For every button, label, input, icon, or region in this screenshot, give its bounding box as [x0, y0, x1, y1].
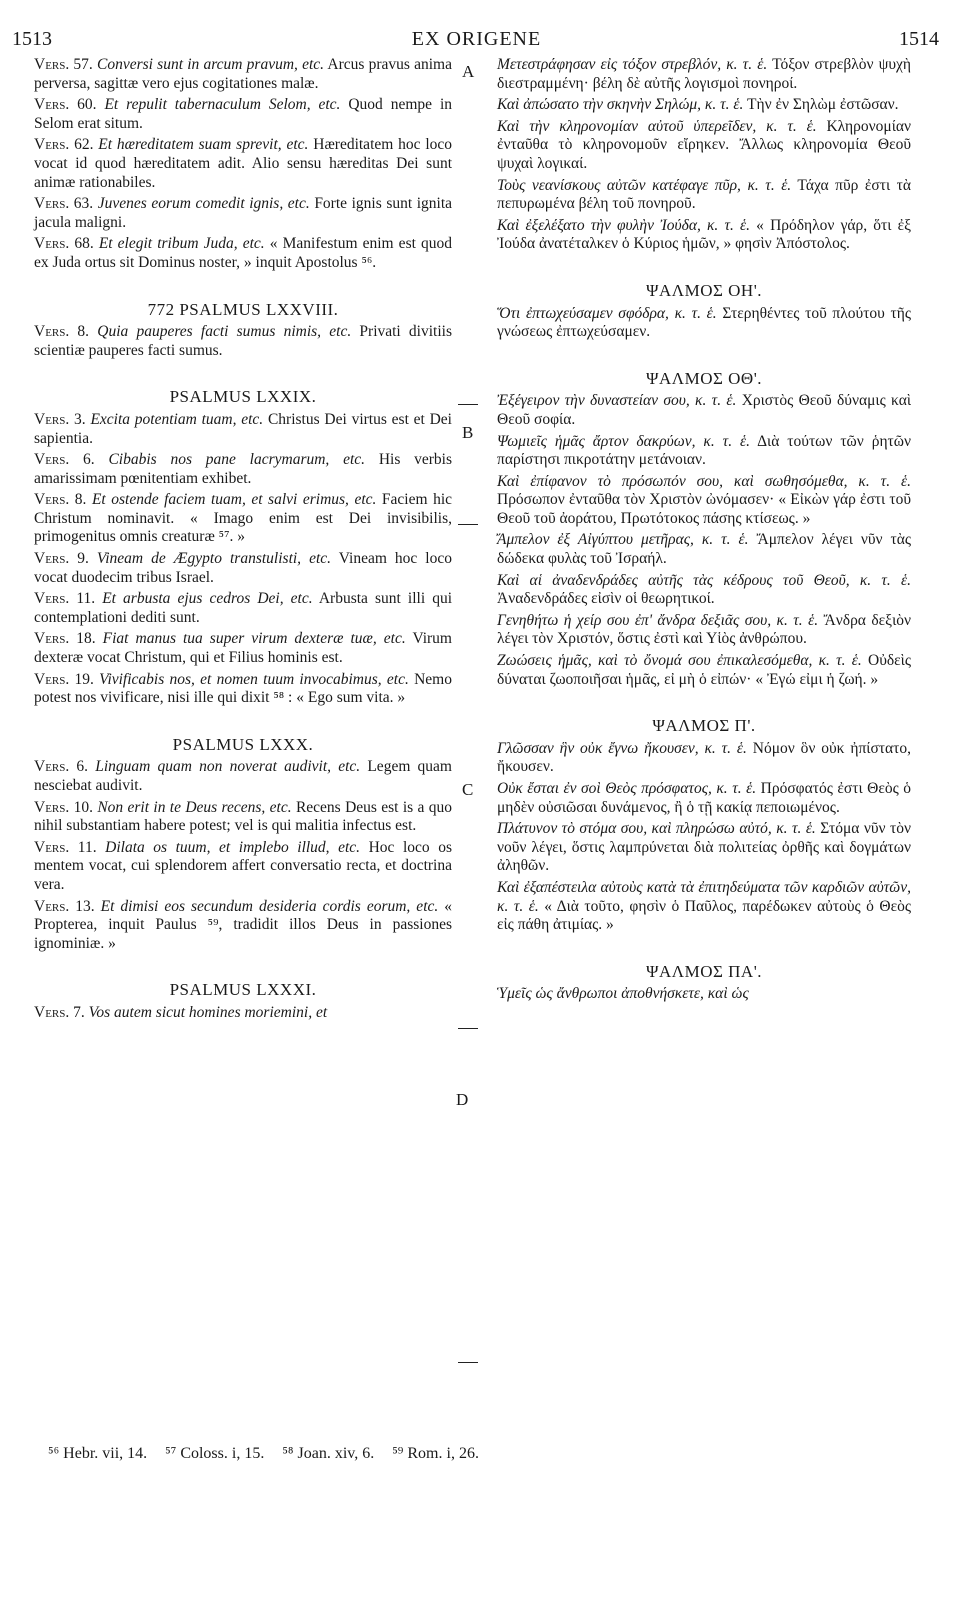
verse-number: Vers. 10. [34, 798, 93, 816]
commentary-text: Διὰ τούτων τῶν ῥητῶν παρίστησι πικροτάτην μετάνοιαν. [497, 432, 911, 469]
verse-quote: Et arbusta ejus cedros Dei, etc. [102, 590, 313, 608]
verse-number: Vers. 9. [34, 550, 89, 568]
latin-column [34, 56, 452, 1026]
verse-number: Vers. 11. [34, 838, 97, 856]
verse-entry [34, 898, 452, 954]
footnotes [48, 1445, 928, 1463]
verse-quote: Ἐξέγειρον τὴν δυναστείαν σου, κ. τ. ἑ. [497, 392, 737, 410]
commentary-text: Privati divitiis scientiæ pauperes facti sumus. [34, 323, 452, 359]
commentary-text: « Manifestum enim est quod ex Juda ortus sit Dominus noster, » inquit Apostolus ⁵⁶. [34, 235, 452, 271]
divider [458, 1028, 478, 1029]
page-number-left: 1513 [12, 28, 52, 50]
commentary-text: Πρόσωπον ἐνταῦθα τὸν Χριστὸν ὠνόμασεν· « Εἰκὼν γάρ ἐστι τοῦ Θεοῦ τοῦ ἀοράτου, Πρωτότοκος πάσης κτίσεως. » [497, 491, 911, 527]
verse-quote: Ζωώσεις ἡμᾶς, καὶ τὸ ὄνομά σου ἐπικαλεσόμεθα, κ. τ. ἑ. [497, 652, 862, 670]
commentary-text: « Propterea, inquit Paulus ⁵⁹, tradidit illos Deus in passiones ignominiæ. » [34, 897, 453, 952]
verse-number: Vers. 8. [34, 323, 90, 341]
verse-number: Vers. 13. [34, 897, 95, 915]
verse-number: Vers. 62. [34, 136, 94, 154]
verse-quote: Τοὺς νεανίσκους αὐτῶν κατέφαγε πῦρ, κ. τ. ἑ. [497, 176, 792, 194]
verse-entry [497, 177, 911, 214]
commentary-text: Faciem hic Christum nominavit. « Imago enim est Dei invisibilis, primogenitus omnis creaturæ ⁵⁷. » [34, 491, 453, 546]
verse-entry [34, 590, 452, 627]
commentary-text: Quod nempe in Selom erat situm. [34, 96, 453, 132]
verse-quote: Juvenes eorum comedit ignis, etc. [97, 195, 310, 213]
verse-quote: Quia pauperes facti sumus nimis, etc. [97, 323, 352, 341]
commentary-text: Arbusta sunt illi qui contemplationi dediti sunt. [34, 590, 453, 626]
verse-entry [497, 652, 911, 689]
verse-quote: Καὶ αἱ ἀναδενδράδες αὐτῆς τὰς κέδρους τοῦ Θεοῦ, κ. τ. ἑ. [497, 571, 911, 589]
verse-quote: Et hæreditatem suam sprevit, etc. [98, 136, 309, 154]
commentary-text: Χριστὸς Θεοῦ δύναμις καὶ Θεοῦ σοφία. [497, 392, 912, 428]
divider [458, 404, 478, 405]
footnote: ⁵⁷ Coloss. i, 15. [165, 1445, 265, 1462]
verse-number: Vers. 11. [34, 590, 96, 608]
commentary-text: Nemo potest nos vivificare, nisi ille qui dixit ⁵⁸ : « Ego sum vita. » [34, 670, 452, 707]
verse-entry [34, 323, 452, 360]
psalm-heading: ΨΑΛΜΟΣ ΠΑ'. [645, 961, 763, 981]
side-letter-c: C [462, 780, 474, 799]
commentary-text: Ἄμπελον λέγει νῦν τὰς δώδεκα φυλὰς τοῦ Ἰσραήλ. [497, 531, 911, 568]
verse-quote: Dilata os tuum, et implebo illud, etc. [105, 838, 361, 856]
verse-quote: Et elegit tribum Juda, etc. [98, 235, 265, 253]
verse-quote: Conversi sunt in arcum pravum, etc. [97, 56, 325, 73]
psalm-heading: PSALMUS LXXXI. [169, 980, 317, 1000]
commentary-text: Τάχα πῦρ ἐστι τὰ πεπυρωμένα βέλη τοῦ πονηροῦ. [497, 176, 911, 213]
verse-entry [34, 799, 452, 836]
commentary-text: Forte ignis sunt ignita jacula maligni. [34, 195, 453, 231]
verse-entry [34, 758, 452, 795]
running-header [0, 28, 953, 52]
verse-number: Vers. 6. [34, 758, 89, 776]
verse-entry [497, 433, 911, 470]
psalm-heading: ΨΑΛΜΟΣ ΟΗ'. [645, 280, 763, 300]
psalm-heading: PSALMUS LXXIX. [169, 387, 317, 407]
commentary-text: Arcus pravus anima perversa, sagittæ vero ejus cogitationes malæ. [34, 56, 452, 92]
commentary-text: Legem quam nesciebat audivit. [34, 758, 452, 794]
verse-number: Vers. 19. [34, 670, 94, 688]
verse-quote: Γενηθήτω ἡ χείρ σου ἐπ' ἄνδρα δεξιᾶς σου, κ. τ. ἑ. [497, 611, 819, 629]
commentary-text: Τόξον στρεβλὸν ψυχὴ διεστραμμένη· βέλη δὲ αὐτῆς λογισμοὶ πονηροί. [497, 56, 911, 92]
commentary-text: Στερηθέντες τοῦ πλούτου τῆς γνώσεως ἐπτωχεύσαμεν. [497, 304, 911, 341]
verse-entry [34, 451, 452, 488]
verse-entry [34, 56, 452, 93]
verse-entry [497, 305, 911, 342]
verse-quote: Ὅτι ἐπτωχεύσαμεν σφόδρα, κ. τ. ἑ. [497, 304, 717, 322]
verse-quote: Γλῶσσαν ἣν οὐκ ἔγνω ἤκουσεν, κ. τ. ἑ. [497, 739, 747, 757]
verse-quote: Vos autem sicut homines moriemini, et [88, 1003, 328, 1021]
verse-entry [497, 879, 911, 935]
footnote: ⁵⁶ Hebr. vii, 14. [48, 1445, 148, 1462]
side-letter-b: B [462, 423, 474, 442]
verse-entry [34, 630, 452, 667]
verse-quote: Πλάτυνον τὸ στόμα σου, καὶ πληρώσω αὐτό, κ. τ. ἑ. [497, 820, 816, 838]
verse-entry [497, 740, 911, 777]
verse-number: Vers. 63. [34, 195, 94, 213]
verse-quote: Καὶ τὴν κληρονομίαν αὐτοῦ ὑπερεῖδεν, κ. τ. ἑ. [497, 117, 817, 135]
verse-quote: Et repulit tabernaculum Selom, etc. [104, 96, 341, 114]
verse-entry [497, 531, 911, 568]
verse-quote: Ἄμπελον ἐξ Αἰγύπτου μετῆρας, κ. τ. ἑ. [497, 531, 749, 549]
psalm-heading: 772 PSALMUS LXXVIII. [147, 299, 339, 319]
verse-quote: Vivificabis nos, et nomen tuum invocabimus, etc. [99, 670, 409, 688]
verse-entry [497, 572, 911, 609]
greek-column [497, 56, 911, 1007]
commentary-text: Hæreditatem hoc loco vocat id quod hæreditatem adit. Alio sensu hæreditas Dei sunt animæ rationabiles. [34, 136, 453, 191]
side-letter-a: A [462, 62, 475, 81]
divider [458, 1362, 478, 1363]
verse-number: Vers. 68. [34, 235, 94, 253]
commentary-text: Οὐδεὶς δύναται ζωοποιῆσαι ἡμᾶς, εἰ μὴ ὁ εἰπών· « Ἐγώ εἰμι ἡ ζωή. » [497, 652, 911, 688]
verse-entry [497, 780, 911, 817]
verse-quote: Et ostende faciem tuam, et salvi erimus, etc. [91, 491, 377, 509]
commentary-text: Virum dexteræ vocat Christum, qui et Filius hominis est. [34, 630, 452, 667]
verse-entry [34, 96, 452, 133]
verse-quote: Cibabis nos pane lacrymarum, etc. [108, 451, 366, 469]
verse-entry [497, 56, 911, 93]
verse-entry [497, 985, 911, 1004]
psalm-heading: PSALMUS LXXX. [172, 734, 314, 754]
footnote: ⁵⁹ Rom. i, 26. [392, 1445, 479, 1462]
verse-entry [34, 195, 452, 232]
header-title: EX ORIGENE [411, 28, 542, 50]
verse-number: Vers. 57. [34, 56, 93, 73]
commentary-text: « Πρόδηλον γάρ, ὅτι ἐξ Ἰούδα ἀνατέταλκεν ὁ Κύριος ἡμῶν, » φησὶν Ἀπόστολος. [497, 216, 912, 253]
verse-number: Vers. 3. [34, 410, 86, 428]
divider [458, 524, 478, 525]
verse-entry [497, 820, 911, 876]
verse-entry [497, 118, 911, 174]
verse-quote: Linguam quam non noverat audivit, etc. [95, 758, 361, 776]
verse-number: Vers. 60. [34, 96, 97, 114]
verse-entry [497, 392, 911, 429]
verse-quote: Καὶ ἐξαπέστειλα αὐτοὺς κατὰ τὰ ἐπιτηδεύματα τῶν καρδιῶν αὐτῶν, κ. τ. ἑ. [497, 878, 911, 915]
verse-entry [34, 1004, 452, 1023]
verse-quote: Καὶ ἐπίφανον τὸ πρόσωπόν σου, καὶ σωθησόμεθα, κ. τ. ἑ. [497, 472, 911, 490]
verse-quote: Et dimisi eos secundum desideria cordis eorum, etc. [100, 897, 439, 915]
verse-quote: Μετεστράφησαν εἰς τόξον στρεβλόν, κ. τ. ἑ. [497, 56, 768, 73]
verse-quote: Vineam de Ægypto transtulisti, etc. [96, 550, 332, 568]
psalm-heading: ΨΑΛΜΟΣ Π'. [652, 716, 756, 736]
commentary-text: Ἀναδενδράδες εἰσὶν οἱ θεωρητικοί. [497, 590, 715, 608]
footnote: ⁵⁸ Joan. xiv, 6. [282, 1445, 375, 1462]
verse-entry [34, 136, 452, 192]
commentary-text: Vineam hoc loco vocat duodecim tribus Israel. [34, 550, 452, 586]
commentary-text: Christus Dei virtus est et Dei sapientia. [34, 410, 452, 447]
verse-entry [34, 839, 452, 895]
verse-quote: Οὐκ ἔσται ἐν σοὶ Θεὸς πρόσφατος, κ. τ. ἑ. [497, 780, 757, 797]
commentary-text: Πρόσφατός ἐστι Θεὸς ὁ μηδὲν οὐσιῶσαι δυνάμενος, ἢ ὁ τῇ κακίᾳ πεποιωμένος. [497, 780, 912, 816]
verse-entry [34, 671, 452, 708]
verse-number: Vers. 7. [34, 1003, 85, 1021]
verse-entry [34, 491, 452, 547]
verse-entry [34, 550, 452, 587]
commentary-text: « Διὰ τοῦτο, φησὶν ὁ Παῦλος, παρέδωκεν αὐτοὺς ὁ Θεὸς εἰς πάθη ἀτιμίας. » [497, 897, 911, 934]
verse-quote: Ψωμιεῖς ἡμᾶς ἄρτον δακρύων, κ. τ. ἑ. [497, 432, 750, 450]
verse-entry [497, 217, 911, 254]
verse-quote: Excita potentiam tuam, etc. [90, 410, 264, 428]
commentary-text: Κληρονομίαν ἐνταῦθα τὸ κληρονομοῦν εἴρηκεν. Ἄλλως κληρονομία Θεοῦ ψυχαὶ λογικαί. [497, 117, 911, 172]
verse-number: Vers. 6. [34, 451, 95, 469]
commentary-text: Τὴν ἐν Σηλὼμ ἐστῶσαν. [747, 96, 899, 114]
commentary-text: Νόμον ὃν οὐκ ἠπίστατο, ἤκουσεν. [497, 739, 911, 776]
verse-entry [497, 473, 911, 529]
side-letter-d: D [456, 1090, 469, 1109]
commentary-text: Hoc loco os mentem vocat, cui splendorem affert conversatio recta, et doctrina vera. [34, 838, 452, 893]
verse-entry [497, 612, 911, 649]
verse-quote: Non erit in te Deus recens, etc. [97, 798, 292, 816]
verse-number: Vers. 18. [34, 630, 96, 648]
verse-quote: Fiat manus tua super virum dexteræ tuæ, etc. [102, 630, 406, 648]
verse-quote: Καὶ ἀπώσατο τὴν σκηνὴν Σηλώμ, κ. τ. ἑ. [497, 96, 744, 114]
commentary-text: Recens Deus est is a quo nihil substantiam habere potest; vel is qui malitia infectus est. [34, 798, 453, 835]
page-number-right: 1514 [899, 28, 939, 50]
verse-quote: Καὶ ἐξελέξατο τὴν φυλὴν Ἰούδα, κ. τ. ἑ. [497, 216, 751, 234]
psalm-heading: ΨΑΛΜΟΣ ΟΘ'. [645, 368, 763, 388]
commentary-text: Στόμα νῦν τὸν νοῦν λέγει, ὅστις λαμπρύνεται διὰ πολιτείας ὀρθῆς καὶ δογμάτων ἀληθῶν. [497, 820, 911, 875]
verse-entry [34, 411, 452, 448]
verse-quote: Ὑμεῖς ὡς ἄνθρωποι ἀποθνήσκετε, καὶ ὡς [497, 985, 749, 1003]
verse-entry [497, 96, 911, 115]
commentary-text: Ἄνδρα δεξιὸν λέγει τὸν Χριστόν, ὅστις ἐστὶ καὶ Υἱὸς ἀνθρώπου. [497, 611, 911, 648]
commentary-text: His verbis amarissimam pœnitentiam exhibet. [34, 451, 453, 487]
verse-entry [34, 235, 452, 272]
verse-number: Vers. 8. [34, 491, 87, 509]
